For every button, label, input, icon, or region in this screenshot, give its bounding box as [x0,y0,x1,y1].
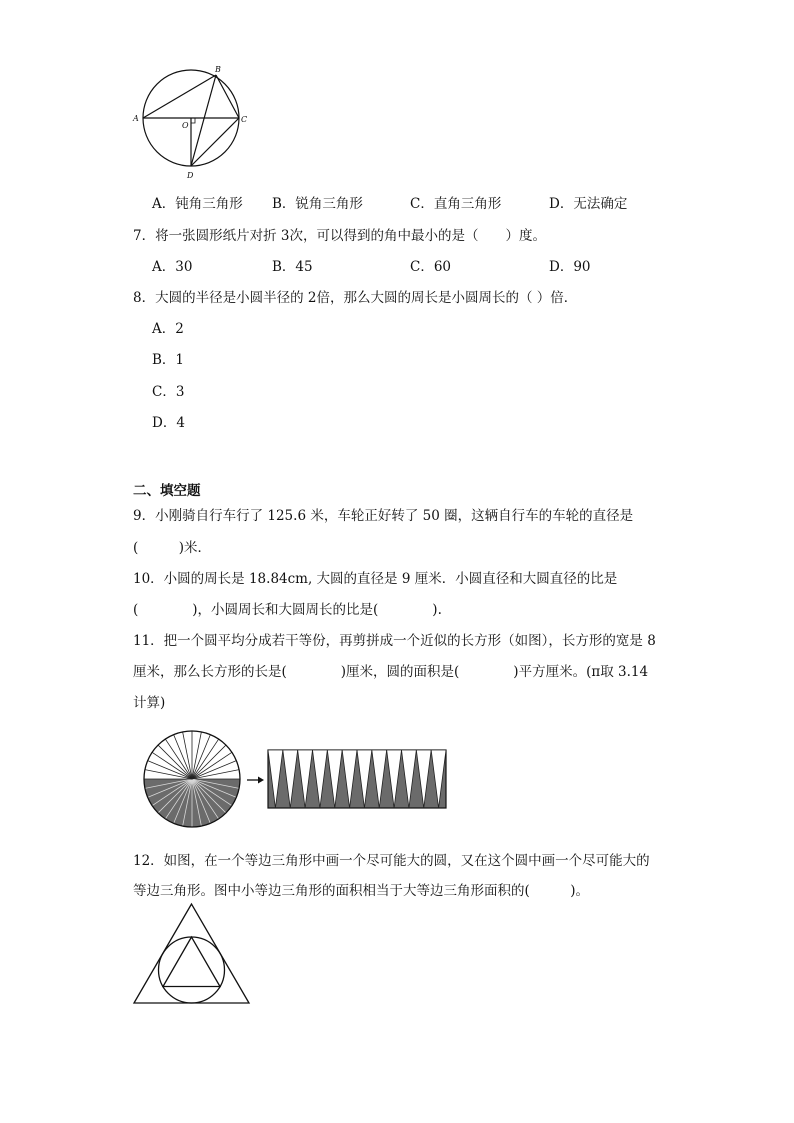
q6-option-c[interactable]: C．直角三角形 [410,196,502,212]
divided-circle [144,731,240,827]
q9-text-line1: 9．小刚骑自行车行了 125.6 米，车轮正好转了 50 圈，这辆自行车的车轮的直径是 [133,508,634,524]
inscribed-circle [159,937,225,1003]
q8-question: 8．大圆的半径是小圆半径的 2倍，那么大圆的周长是小圆周长的（ ）倍． [133,290,578,306]
q12-text-line2: 等边三角形。图中小等边三角形的面积相当于大等边三角形面积的( )。 [133,883,590,899]
label-o: O [182,121,189,130]
q11-text-line3: 计算) [133,695,166,711]
circle-quadrilateral-figure [130,62,255,182]
nested-triangle-circle-figure [132,902,252,1006]
q12-text-line1: 12．如图，在一个等边三角形中画一个尽可能大的圆，又在这个圆中画一个尽可能大的 [133,853,650,869]
q6-option-b[interactable]: B．锐角三角形 [272,196,363,212]
q8-option-a[interactable]: A．2 [152,321,184,337]
q8-option-c[interactable]: C．3 [152,384,185,400]
q10-text-line2: ( )，小圆周长和大圆周长的比是( ). [133,602,442,618]
right-angle-mark [191,118,195,123]
sector-radius [192,745,226,779]
label-a: A [133,114,139,123]
q6-option-d[interactable]: D．无法确定 [549,196,628,212]
q11-text-line1: 11．把一个圆平均分成若干等份，再剪拼成一个近似的长方形（如图），长方形的宽是 8 [133,633,656,649]
transform-arrow-head [258,777,264,784]
approximate-rectangle [268,750,446,808]
q7-question: 7．将一张圆形纸片对折 3次，可以得到的角中最小的是（ ）度。 [133,228,546,244]
q9-text-line2: ( )米． [133,540,212,556]
q8-option-b[interactable]: B．1 [152,352,185,368]
q11-text-line2: 厘米，那么长方形的长是( )厘米，圆的面积是( )平方厘米。(π取 3.14 [133,664,649,680]
segment-ab [143,75,216,118]
segment-bc [216,75,239,118]
q6-option-a[interactable]: A．钝角三角形 [152,196,243,212]
label-c: C [241,115,248,124]
circle-to-rectangle-figure [140,724,450,834]
q7-option-a[interactable]: A．30 [152,259,193,275]
sector-radius [158,745,192,779]
label-d: D [187,171,194,180]
label-b: B [215,65,221,74]
large-equilateral-triangle [134,904,249,1003]
section-fill-in-title: 二、填空题 [133,483,201,499]
q7-option-d[interactable]: D．90 [549,259,591,275]
q7-option-b[interactable]: B．45 [272,259,313,275]
q7-option-c[interactable]: C．60 [410,259,452,275]
q10-text-line1: 10．小圆的周长是 18.84cm, 大圆的直径是 9 厘米．小圆直径和大圆直径的比是 [133,571,618,587]
q8-option-d[interactable]: D．4 [152,415,185,431]
